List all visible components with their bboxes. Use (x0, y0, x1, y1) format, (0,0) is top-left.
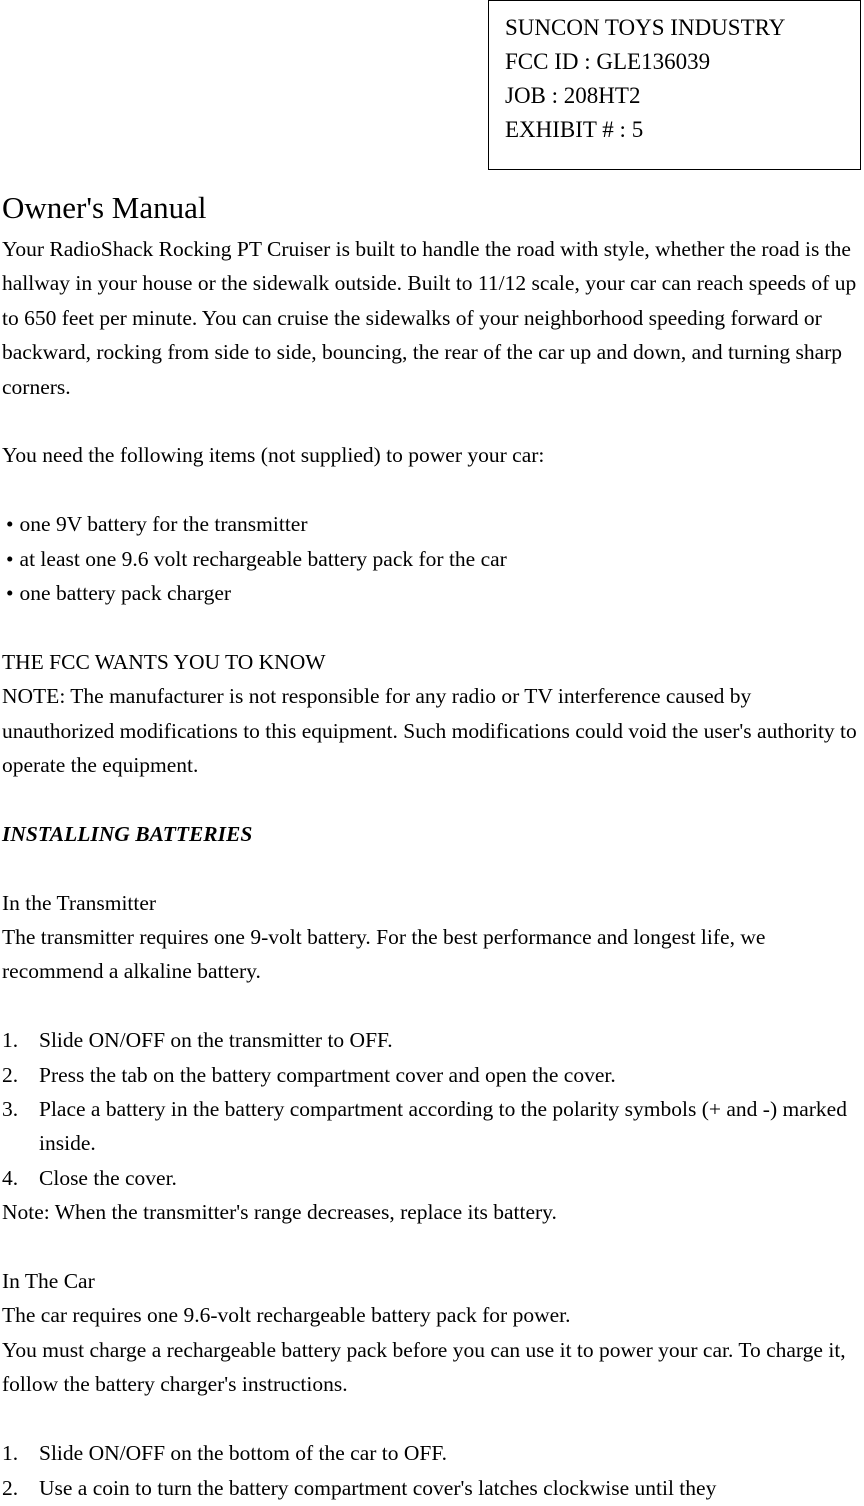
list-item: 1. Slide ON/OFF on the transmitter to OFF. (2, 1028, 393, 1053)
exhibit-number: EXHIBIT # : 5 (505, 117, 644, 142)
transmitter-heading: In the Transmitter (2, 890, 157, 915)
car-text-2: You must charge a rechargeable battery pack before you can use it to power your car. To charge it, follow the battery charger's instructions. (2, 1337, 846, 1397)
transmitter-note: Note: When the transmitter's range decreases, replace its battery. (2, 1200, 557, 1225)
fcc-heading: THE FCC WANTS YOU TO KNOW (2, 649, 326, 674)
fcc-id: FCC ID : GLE136039 (505, 49, 711, 74)
manual-body (2, 186, 862, 1505)
list-item: 4. Close the cover. (2, 1165, 177, 1190)
job-number: JOB : 208HT2 (505, 83, 641, 108)
intro-paragraph: Your RadioShack Rocking PT Cruiser is built to handle the road with style, whether the road is the hallway in your house or the sidewalk outside. Built to 11/12 scale, your car can reach speeds of up to 650 feet per minute. You can cruise the sidewalks of your neighborhood speeding forward or backward, rocking from side to side, bouncing, the rear of the car up and down, and turning sharp corners. (2, 237, 857, 399)
transmitter-steps (2, 1023, 862, 1195)
fcc-exhibit-box (488, 0, 861, 170)
list-item: 3. Place a battery in the battery compartment according to the polarity symbols (+ and -) marked inside. (2, 1097, 847, 1156)
fcc-note: NOTE: The manufacturer is not responsible for any radio or TV interference caused by unauthorized modifications to this equipment. Such modifications could void the user's authority to operate the equipment. (2, 684, 857, 778)
company-name: SUNCON TOYS INDUSTRY (505, 15, 786, 40)
list-item: • one 9V battery for the transmitter (6, 512, 308, 537)
list-item: 2. Press the tab on the battery compartment cover and open the cover. (2, 1062, 616, 1087)
installing-heading: INSTALLING BATTERIES (2, 821, 253, 846)
car-steps (2, 1436, 862, 1505)
page-title: Owner's Manual (2, 190, 207, 225)
list-item: 2. Use a coin to turn the battery compartment cover's latches clockwise until they (2, 1475, 717, 1500)
list-item: • at least one 9.6 volt rechargeable battery pack for the car (6, 546, 507, 571)
car-text-1: The car requires one 9.6-volt rechargeable battery pack for power. (2, 1303, 571, 1328)
list-item: 1. Slide ON/OFF on the bottom of the car to OFF. (2, 1441, 447, 1466)
required-items-list (2, 507, 862, 610)
needs-paragraph: You need the following items (not supplied) to power your car: (2, 443, 545, 468)
list-item: • one battery pack charger (6, 581, 232, 606)
car-heading: In The Car (2, 1269, 95, 1294)
transmitter-text: The transmitter requires one 9-volt battery. For the best performance and longest life, we recommend a alkaline battery. (2, 925, 766, 984)
